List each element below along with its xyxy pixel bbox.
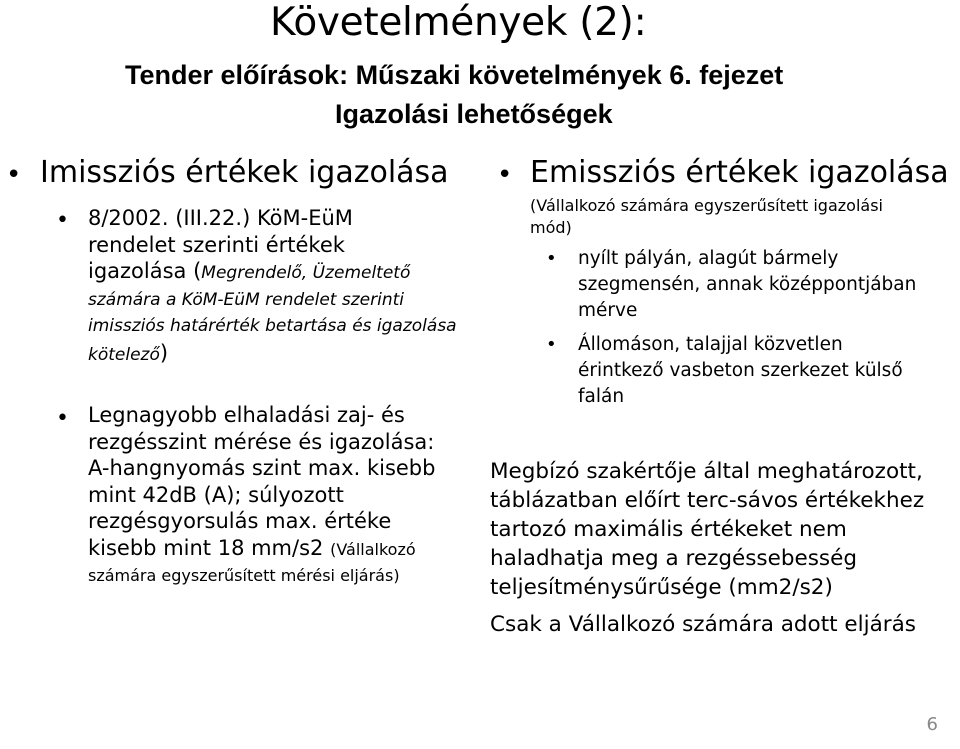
right-paragraph xyxy=(490,457,950,602)
page-number: 6 xyxy=(926,714,938,735)
left-item2-line1: Legnagyobb elhaladási zaj- és xyxy=(88,403,405,427)
right-para-line5: teljesítménysűrűsége (mm2/s2) xyxy=(490,575,833,600)
right-item1-line3: mérve xyxy=(578,300,638,321)
left-heading: Imissziós értékek igazolása xyxy=(40,155,449,190)
right-para-line4: haladhatja meg a rezgéssebesség xyxy=(490,546,858,571)
text: kisebb mint 18 mm/s2 xyxy=(88,535,331,560)
right-note-line2: mód) xyxy=(530,218,572,237)
right-closing: Csak a Vállalkozó számára adott eljárás xyxy=(490,612,916,637)
right-para-line1: Megbízó szakértője által meghatározott, xyxy=(490,459,923,484)
text: ) xyxy=(159,340,169,365)
left-item2 xyxy=(88,402,478,590)
right-item2-line1: Állomáson, talajjal közvetlen xyxy=(578,334,843,355)
left-item1-line5: imissziós határérték betartása és igazolása xyxy=(88,316,457,336)
left-item1-line1: 8/2002. (III.22.) KöM-EüM xyxy=(88,206,353,230)
left-item2-line5: rezgésgyorsulás max. értéke xyxy=(88,509,392,533)
left-item2-line7: számára egyszerűsített mérési eljárás) xyxy=(88,566,400,585)
slide-subtitle-line2: Igazolási lehetőségek xyxy=(335,99,613,129)
left-item2-line2: rezgésszint mérése és igazolása: xyxy=(88,429,435,454)
left-item1-line6 xyxy=(88,340,478,369)
italic-text: kötelező xyxy=(88,344,160,365)
right-item1-line1: nyílt pályán, alagút bármely xyxy=(578,248,839,269)
bullet-marker: • xyxy=(56,406,69,431)
right-item2-line2: érintkező vasbeton szerkezet külső xyxy=(578,360,903,381)
slide-subtitle-line1: Tender előírások: Műszaki követelmények 6. fejezet xyxy=(125,60,784,90)
text: igazolása ( xyxy=(88,259,202,283)
left-item1-line4: számára a KöM-EüM rendelet szerinti xyxy=(88,289,404,310)
left-item2-line4: mint 42dB (A); súlyozott xyxy=(88,482,344,507)
right-item1-line2: szegmensén, annak középpontjában xyxy=(578,274,917,295)
left-item2-line3: A-hangnyomás szint max. kisebb xyxy=(88,456,436,480)
bullet-marker: • xyxy=(546,334,557,355)
bullet-marker: • xyxy=(497,160,513,190)
small-text: (Vállalkozó xyxy=(330,539,416,559)
left-item1-line3 xyxy=(88,258,478,287)
italic-text: Megrendelő, Üzemeltető xyxy=(201,263,411,283)
right-item2 xyxy=(578,332,948,410)
right-heading: Emissziós értékek igazolása xyxy=(530,155,949,190)
right-note xyxy=(530,195,950,239)
right-para-line2: táblázatban előírt terc-sávos értékekhez xyxy=(490,488,925,513)
slide-title: Követelmények (2): xyxy=(270,0,647,45)
bullet-marker: • xyxy=(6,160,22,190)
right-item1 xyxy=(578,246,948,324)
left-item1-line2: rendelet szerinti értékek xyxy=(88,232,345,257)
right-para-line3: tartozó maximális értékeket nem xyxy=(490,517,847,542)
bullet-marker: • xyxy=(546,248,557,269)
bullet-marker: • xyxy=(56,208,69,233)
left-item1 xyxy=(88,205,478,368)
right-note-line1: (Vállalkozó számára egyszerűsített igazolási xyxy=(530,196,883,215)
right-item2-line3: falán xyxy=(578,386,625,407)
left-item2-line6 xyxy=(88,535,478,564)
